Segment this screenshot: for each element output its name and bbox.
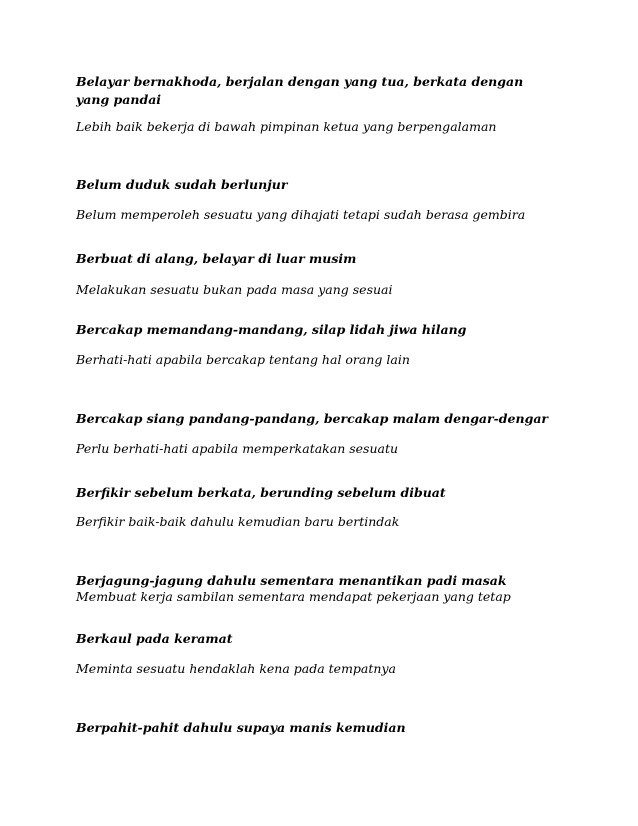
proverb-9: Berpahit-pahit dahulu supaya manis kemudian — [76, 720, 406, 735]
proverb-8: Berkaul pada keramat — [76, 631, 233, 646]
meaning-7: Membuat kerja sambilan sementara mendapat pekerjaan yang tetap — [76, 589, 511, 604]
meaning-8: Meminta sesuatu hendaklah kena pada tempatnya — [76, 661, 396, 676]
proverb-6: Berfikir sebelum berkata, berunding sebelum dibuat — [76, 485, 446, 500]
meaning-1: Lebih baik bekerja di bawah pimpinan ketua yang berpengalaman — [76, 119, 497, 134]
proverb-2: Belum duduk sudah berlunjur — [76, 177, 288, 192]
proverb-5: Bercakap siang pandang-pandang, bercakap malam dengar-dengar — [76, 411, 549, 426]
meaning-4: Berhati-hati apabila bercakap tentang hal orang lain — [76, 352, 410, 367]
meaning-6: Berfikir baik-baik dahulu kemudian baru bertindak — [76, 514, 400, 529]
meaning-3: Melakukan sesuatu bukan pada masa yang sesuai — [76, 282, 393, 297]
meaning-2: Belum memperoleh sesuatu yang dihajati tetapi sudah berasa gembira — [76, 207, 526, 222]
proverb-7: Berjagung-jagung dahulu sementara menantikan padi masak — [76, 573, 507, 588]
proverb-3: Berbuat di alang, belayar di luar musim — [76, 251, 357, 266]
proverb-4: Bercakap memandang-mandang, silap lidah jiwa hilang — [76, 322, 467, 337]
proverb-1: Belayar bernakhoda, berjalan dengan yang tua, berkata dengan yang pandai — [76, 74, 524, 107]
meaning-5: Perlu berhati-hati apabila memperkatakan sesuatu — [76, 441, 399, 456]
